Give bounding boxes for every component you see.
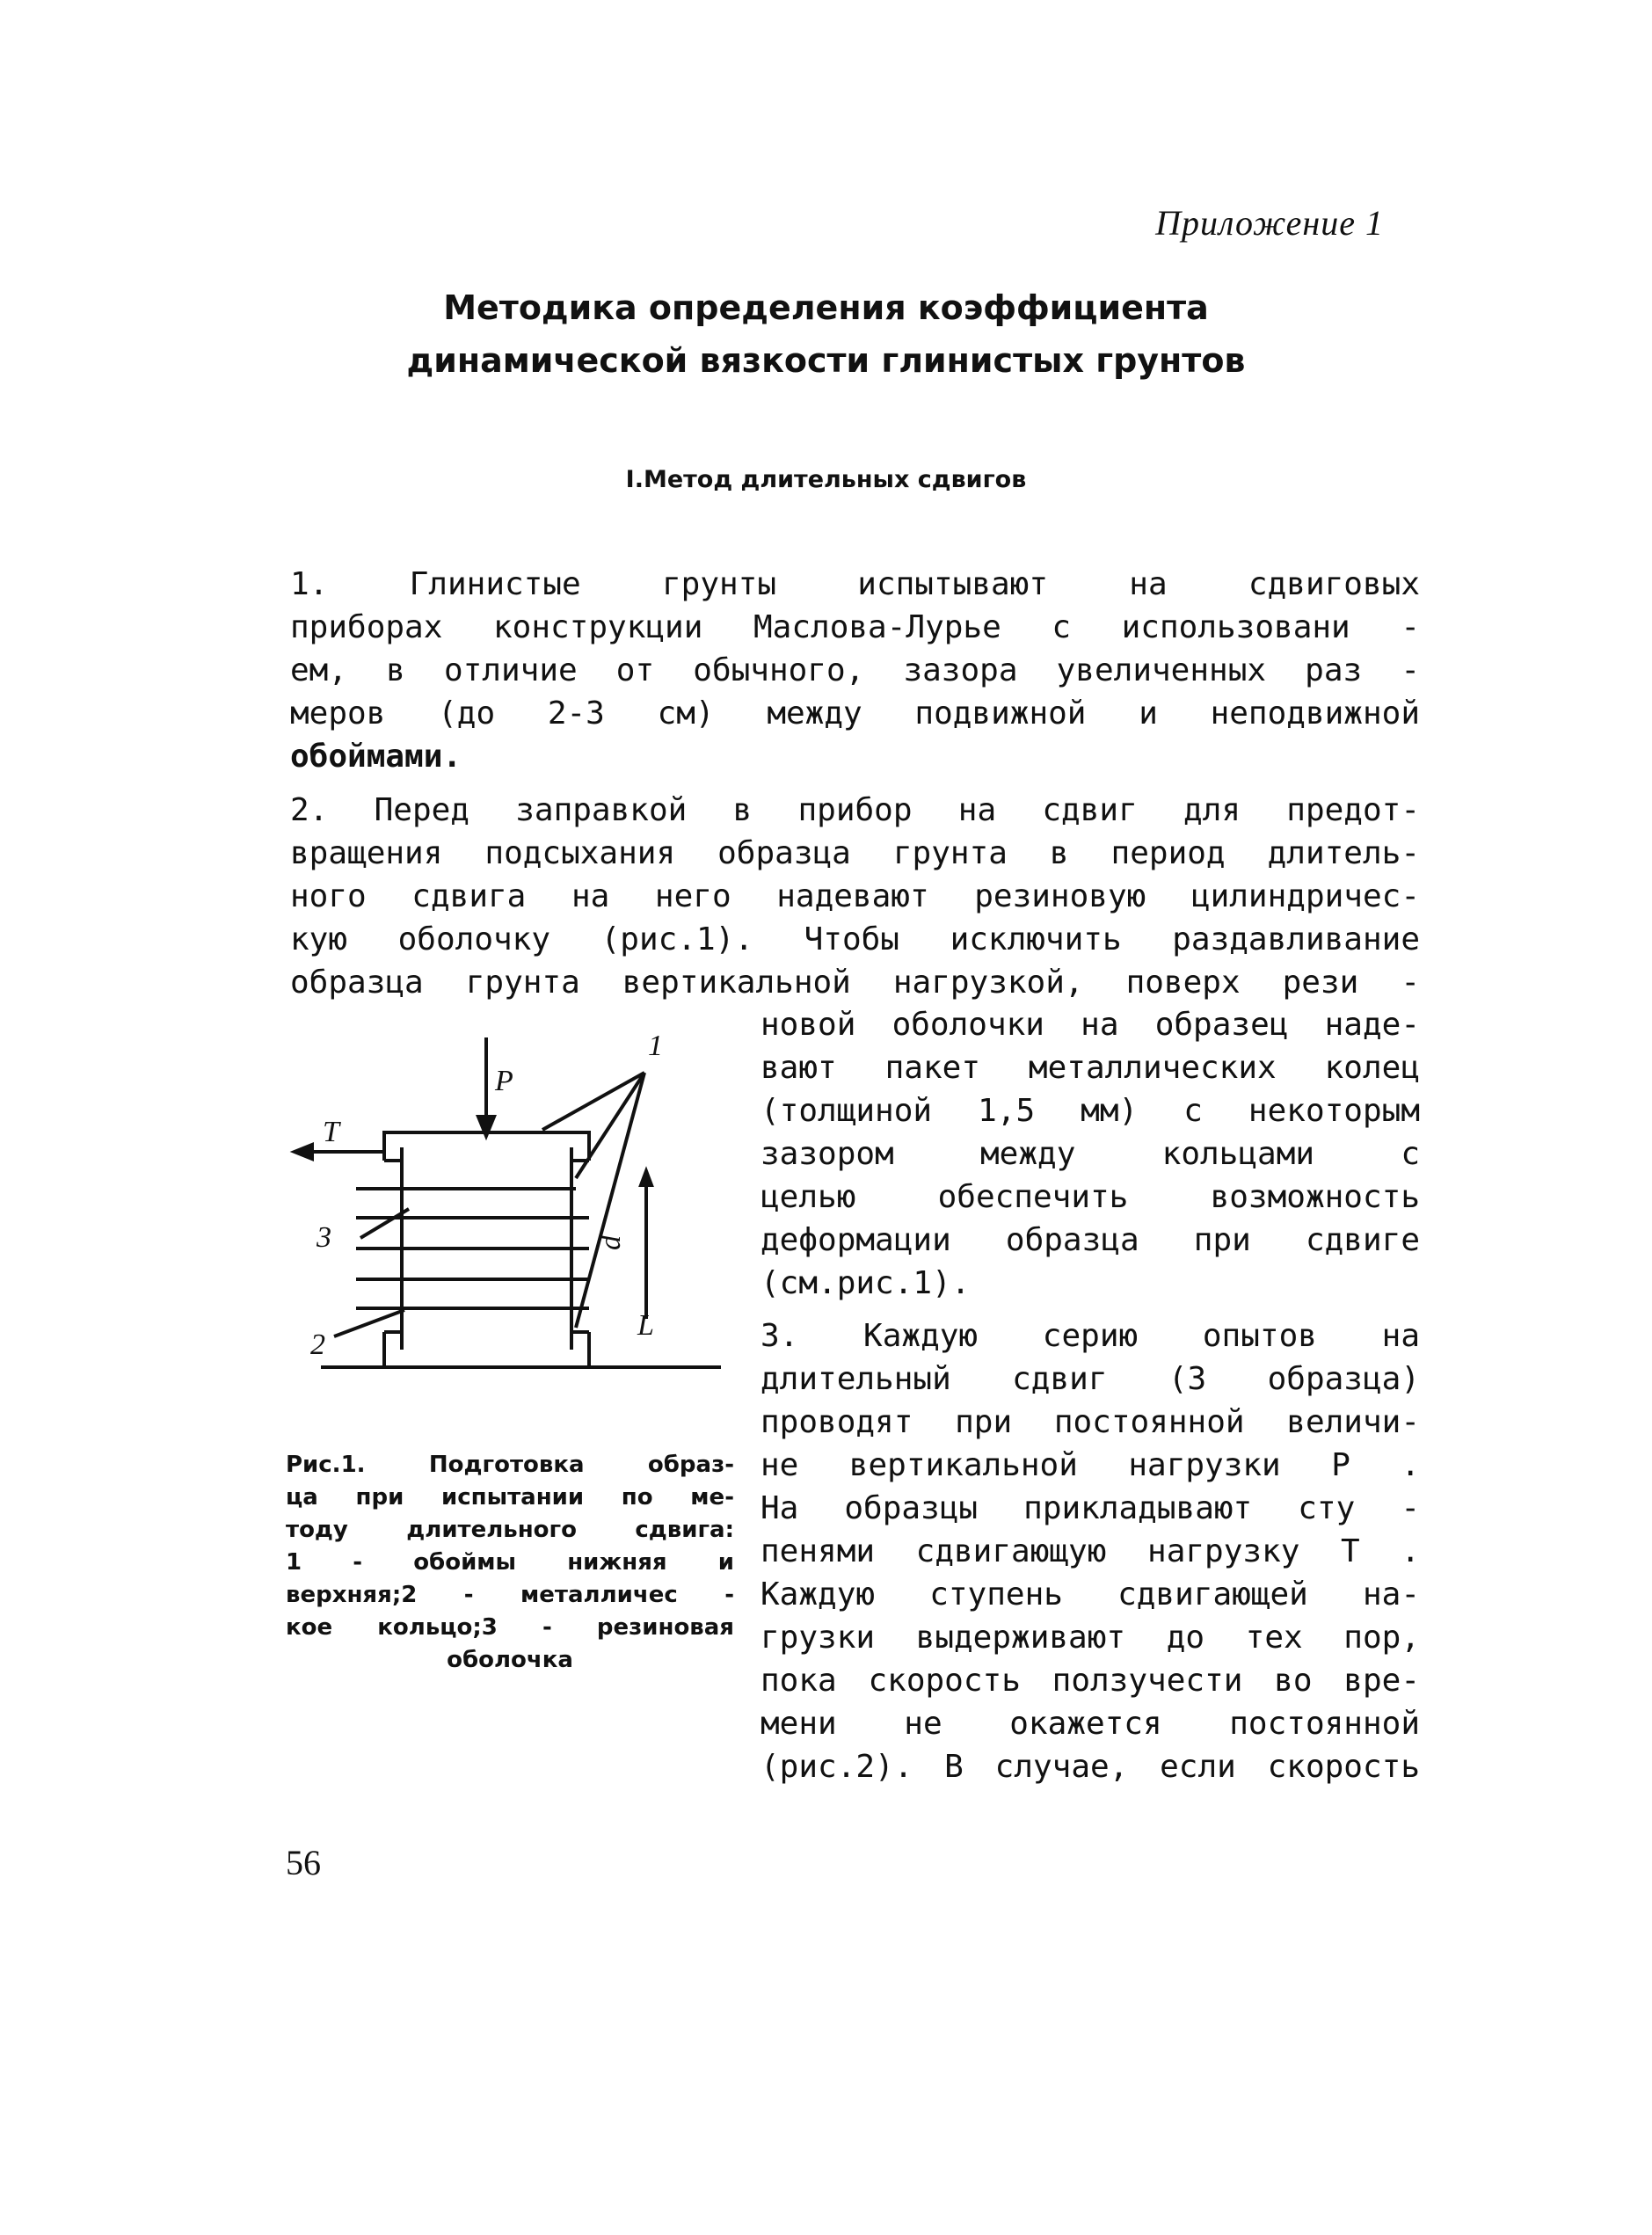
text-line: меров (до 2-3 см) между подвижной и неподвижной [290, 695, 1420, 732]
section-heading: I.Метод длительных сдвигов [625, 466, 1027, 493]
appendix-label: Приложение 1 [1155, 203, 1384, 243]
text-line: проводят при постоянной величи- [761, 1404, 1420, 1440]
text-line: ем, в отличие от обычного, зазора увеличенных раз - [290, 652, 1420, 688]
text-line: новой оболочки на образец наде- [761, 1007, 1420, 1043]
text-line: не вертикальной нагрузки P . [761, 1447, 1420, 1483]
page-number: 56 [286, 1843, 321, 1882]
label-t: T [323, 1116, 339, 1148]
text-line: 3. Каждую серию опытов на [761, 1318, 1420, 1354]
text-line: Каждую ступень сдвигающей на- [761, 1576, 1420, 1613]
text-line: грузки выдерживают до тех пор, [761, 1620, 1420, 1656]
paragraph-1 [290, 563, 1420, 778]
text-line: (рис.2). В случае, если скорость [761, 1749, 1420, 1785]
caption-line: кое кольцо;3 - резиновая [286, 1614, 734, 1641]
text-line: мени не окажется постоянной [761, 1706, 1420, 1742]
caption-line: верхняя;2 - металличес - [286, 1582, 734, 1608]
text-line: 2. Перед заправкой в прибор на сдвиг для предот- [290, 792, 1420, 828]
label-l: L [637, 1309, 654, 1342]
label-2: 2 [310, 1329, 325, 1361]
label-3: 3 [317, 1221, 331, 1254]
figure-caption [286, 1449, 734, 1677]
title-line-2: динамической вязкости глинистых грунтов [406, 341, 1246, 380]
label-d: d [594, 1235, 627, 1250]
text-line: 1. Глинистые грунты испытывают на сдвиговых [290, 566, 1420, 602]
title-line-1: Методика определения коэффициента [443, 288, 1209, 327]
document-title [0, 281, 1652, 387]
text-line: кую оболочку (рис.1). Чтобы исключить раздавливание [290, 921, 1420, 957]
text-line: (толщиной 1,5 мм) с некоторым [761, 1093, 1420, 1129]
text-line: (см.рис.1). [761, 1265, 971, 1301]
caption-line: тоду длительного сдвига: [286, 1517, 734, 1543]
label-p: P [495, 1065, 513, 1097]
caption-line: ца при испытании по ме- [286, 1484, 734, 1511]
shear-device-figure [286, 1029, 743, 1398]
caption-line: Рис.1. Подготовка образ- [286, 1452, 734, 1478]
text-line: зазором между кольцами с [761, 1136, 1420, 1172]
text-line: приборах конструкции Маслова-Лурье с использовани - [290, 609, 1420, 645]
text-line: деформации образца при сдвиге [761, 1222, 1420, 1258]
text-line: ного сдвига на него надевают резиновую цилиндричес- [290, 878, 1420, 914]
paragraph-2-continued [761, 1003, 1420, 1305]
caption-line: 1 - обоймы нижняя и [286, 1549, 734, 1576]
text-line: пока скорость ползучести во вре- [761, 1663, 1420, 1699]
paragraph-3 [761, 1314, 1420, 1788]
text-line: вают пакет металлических колец [761, 1050, 1420, 1086]
text-line: образца грунта вертикальной нагрузкой, поверх рези - [290, 965, 1420, 1001]
label-1: 1 [648, 1030, 663, 1062]
text-line: вращения подсыхания образца грунта в период длитель- [290, 835, 1420, 871]
text-line: пенями сдвигающую нагрузку T . [761, 1533, 1420, 1569]
paragraph-2 [290, 789, 1420, 1004]
text-line: длительный сдвиг (3 образца) [761, 1361, 1420, 1397]
text-line: обоймами. [290, 739, 462, 775]
caption-line: оболочка [447, 1647, 573, 1673]
text-line: На образцы прикладывают сту - [761, 1490, 1420, 1526]
text-line: целью обеспечить возможность [761, 1179, 1420, 1215]
